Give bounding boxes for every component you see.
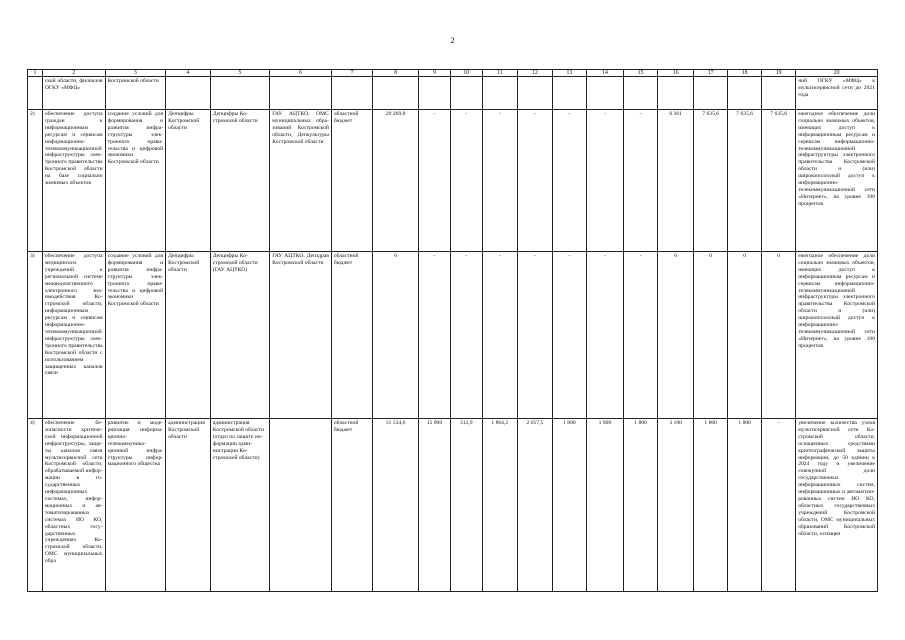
col-header: 15 [624,70,658,77]
col-header: 1 [28,70,43,77]
cell-number: 2) [28,110,43,252]
cell-year: 1 864,2 [482,419,517,592]
cell-result: ежегодное обеспечение доли социально значимых объектов, имеющих доступ к информационным ресурсам и сервисам информационно-телекоммуникационной инфраструктуры электронного правительства Костромской области и (или) широкополосный доступ к информационно-телекоммуникационной сети «Интернет», на уровне 100 процентов [796,110,878,252]
cell-recipients [270,419,332,592]
table-row [28,252,878,419]
cell-year: - [450,252,482,419]
col-header: 4 [166,70,211,77]
col-header: 16 [658,70,694,77]
col-header: 7 [331,70,372,77]
cell-source: областной бюджет [331,419,372,592]
cell-source: областной бюджет [331,110,372,252]
cell-year: 1 800 [728,419,762,592]
cell-year: 1 800 [586,419,623,592]
col-header: 3 [105,70,166,77]
col-header: 8 [373,70,419,77]
cell-year: - [419,252,451,419]
cell-participants: Депцифры Костромской области [210,110,270,252]
cell-year: 1 800 [694,419,728,592]
cell-year: 2 057,5 [517,419,552,592]
cell-year: - [552,252,586,419]
cell-total: 0 [373,252,419,419]
cell-total: 31 534,6 [373,419,419,592]
col-header: 5 [210,70,270,77]
cell-recipients: ГАУ АЦТКО, Депздрав Костромской области [270,252,332,419]
cell-executor: Депцифры Костромской области [166,110,211,252]
col-header: 11 [482,70,517,77]
col-header: 20 [796,70,878,77]
cell-executor: администрация Костромской области [166,419,211,592]
program-activities-table [27,69,878,592]
cell-year: - [552,110,586,252]
cell-year: 7 635,6 [762,110,796,252]
cell-task: ской области, филиалов ОГКУ «МФЦ» [42,77,105,110]
cell-year: - [517,252,552,419]
cell-year: 0 [762,252,796,419]
cell-year: 1 800 [552,419,586,592]
cell-participants: администрация Костромской области (отдел по защите информации администрации Костромской области) [210,419,270,592]
col-header: 13 [552,70,586,77]
col-header: 18 [728,70,762,77]
cell-direction: развитие и модернизация информационно-телекоммуникационной инфраструктуры информационного общества [105,419,166,592]
col-header: 14 [586,70,623,77]
table-row [28,110,878,252]
cell-result: ежегодное обеспечение доли социально значимых объектов, имеющих доступ к информационным ресурсам и сервисам информационно-телекоммуникационной инфраструктуры электронного правительства Костромской области и (или) широкополосный доступ к информационно-телекоммуникационной сети «Интернет», на уровне 100 процентов [796,252,878,419]
continuation-row [28,77,878,110]
cell-executor: Депцифры Костромской области [166,252,211,419]
cell-number: 4) [28,419,43,592]
cell-year: - [517,110,552,252]
cell-year: - [482,252,517,419]
cell-year: - [586,110,623,252]
col-header: 12 [517,70,552,77]
cell-result: увеличение количества узлов мультисервисной сети Костромской области, оснащенных средствами криптографической защиты информации, до 50 единиц к 2024 году и увеличение совокупной доли государственных информационных систем, информационных и автоматизированных систем ИО КО, областных государственных учреждений Костромской области, ОМС муниципальных образований Костромской области, оснащен [796,419,878,592]
col-header: 19 [762,70,796,77]
cell-year: 7 635,6 [694,110,728,252]
col-header: 10 [450,70,482,77]
cell-year: 7 635,6 [728,110,762,252]
col-header: 17 [694,70,728,77]
page-number: 2 [450,36,455,45]
cell-year: 0 [728,252,762,419]
cell-task: обеспечение безопасности критической информационной инфраструктуры, защиты каналов связи мультисервисной сети Костромской области, обрабатываемой информации в государственных информационных системах, информационных и автоматизированных системах ИО КО, областных государственных учреждениях Костромской области, ОМС муниципальных обра [42,419,105,592]
cell-number: 3) [28,252,43,419]
cell-participants: Депцифры Костромской области (ГАУ АЦТКО) [210,252,270,419]
cell-year: - [482,110,517,252]
cell-direction: Костромской области [105,77,166,110]
col-header: 2 [42,70,105,77]
table-row [28,419,878,592]
cell-source: областной бюджет [331,252,372,419]
cell-result: ний ОГКУ «МФЦ» к мультисервисной сети до 2021 года [796,77,878,110]
cell-task: обеспечение доступа граждан к информационным ресурсам и сервисам информационно-телекоммуникационной инфраструктуры электронного правительства Костромской области на базе социально значимых объектов [42,110,105,252]
cell-year: 1 800 [624,419,658,592]
column-number-row [28,70,878,77]
col-header: 9 [419,70,451,77]
cell-year: 0 [694,252,728,419]
cell-year: 312,9 [450,419,482,592]
cell-year: - [624,110,658,252]
cell-year: 3 100 [658,419,694,592]
cell-total: 29 269,8 [373,110,419,252]
cell-year: - [586,252,623,419]
cell-task: обеспечение доступа медицинских учреждений к региональной системе межведомственного электронного взаимодействия Костромской области, информационным ресурсам и сервисам информационно-телекоммуникационной инфраструктуры электронного правительства Костромской области с использованием защищенных каналов связи [42,252,105,419]
cell-year: 0 [658,252,694,419]
cell-year: - [624,252,658,419]
cell-year: 15 000 [419,419,451,592]
cell-year: - [419,110,451,252]
cell-recipients: ГАУ АЦТКО, ОМС муниципальных образований Костромской области, Депкультуры Костромской области [270,110,332,252]
cell-year: 6 361 [658,110,694,252]
cell-year: - [450,110,482,252]
col-header: 6 [270,70,332,77]
cell-year: - [762,419,796,592]
cell-direction: создание условий для формирования и развития инфраструктуры электронного правительства и цифровой экономики Костромской области [105,252,166,419]
cell-direction: создание условий для формирования и развития инфраструктуры электронного правительства и цифровой экономики Костромской области [105,110,166,252]
